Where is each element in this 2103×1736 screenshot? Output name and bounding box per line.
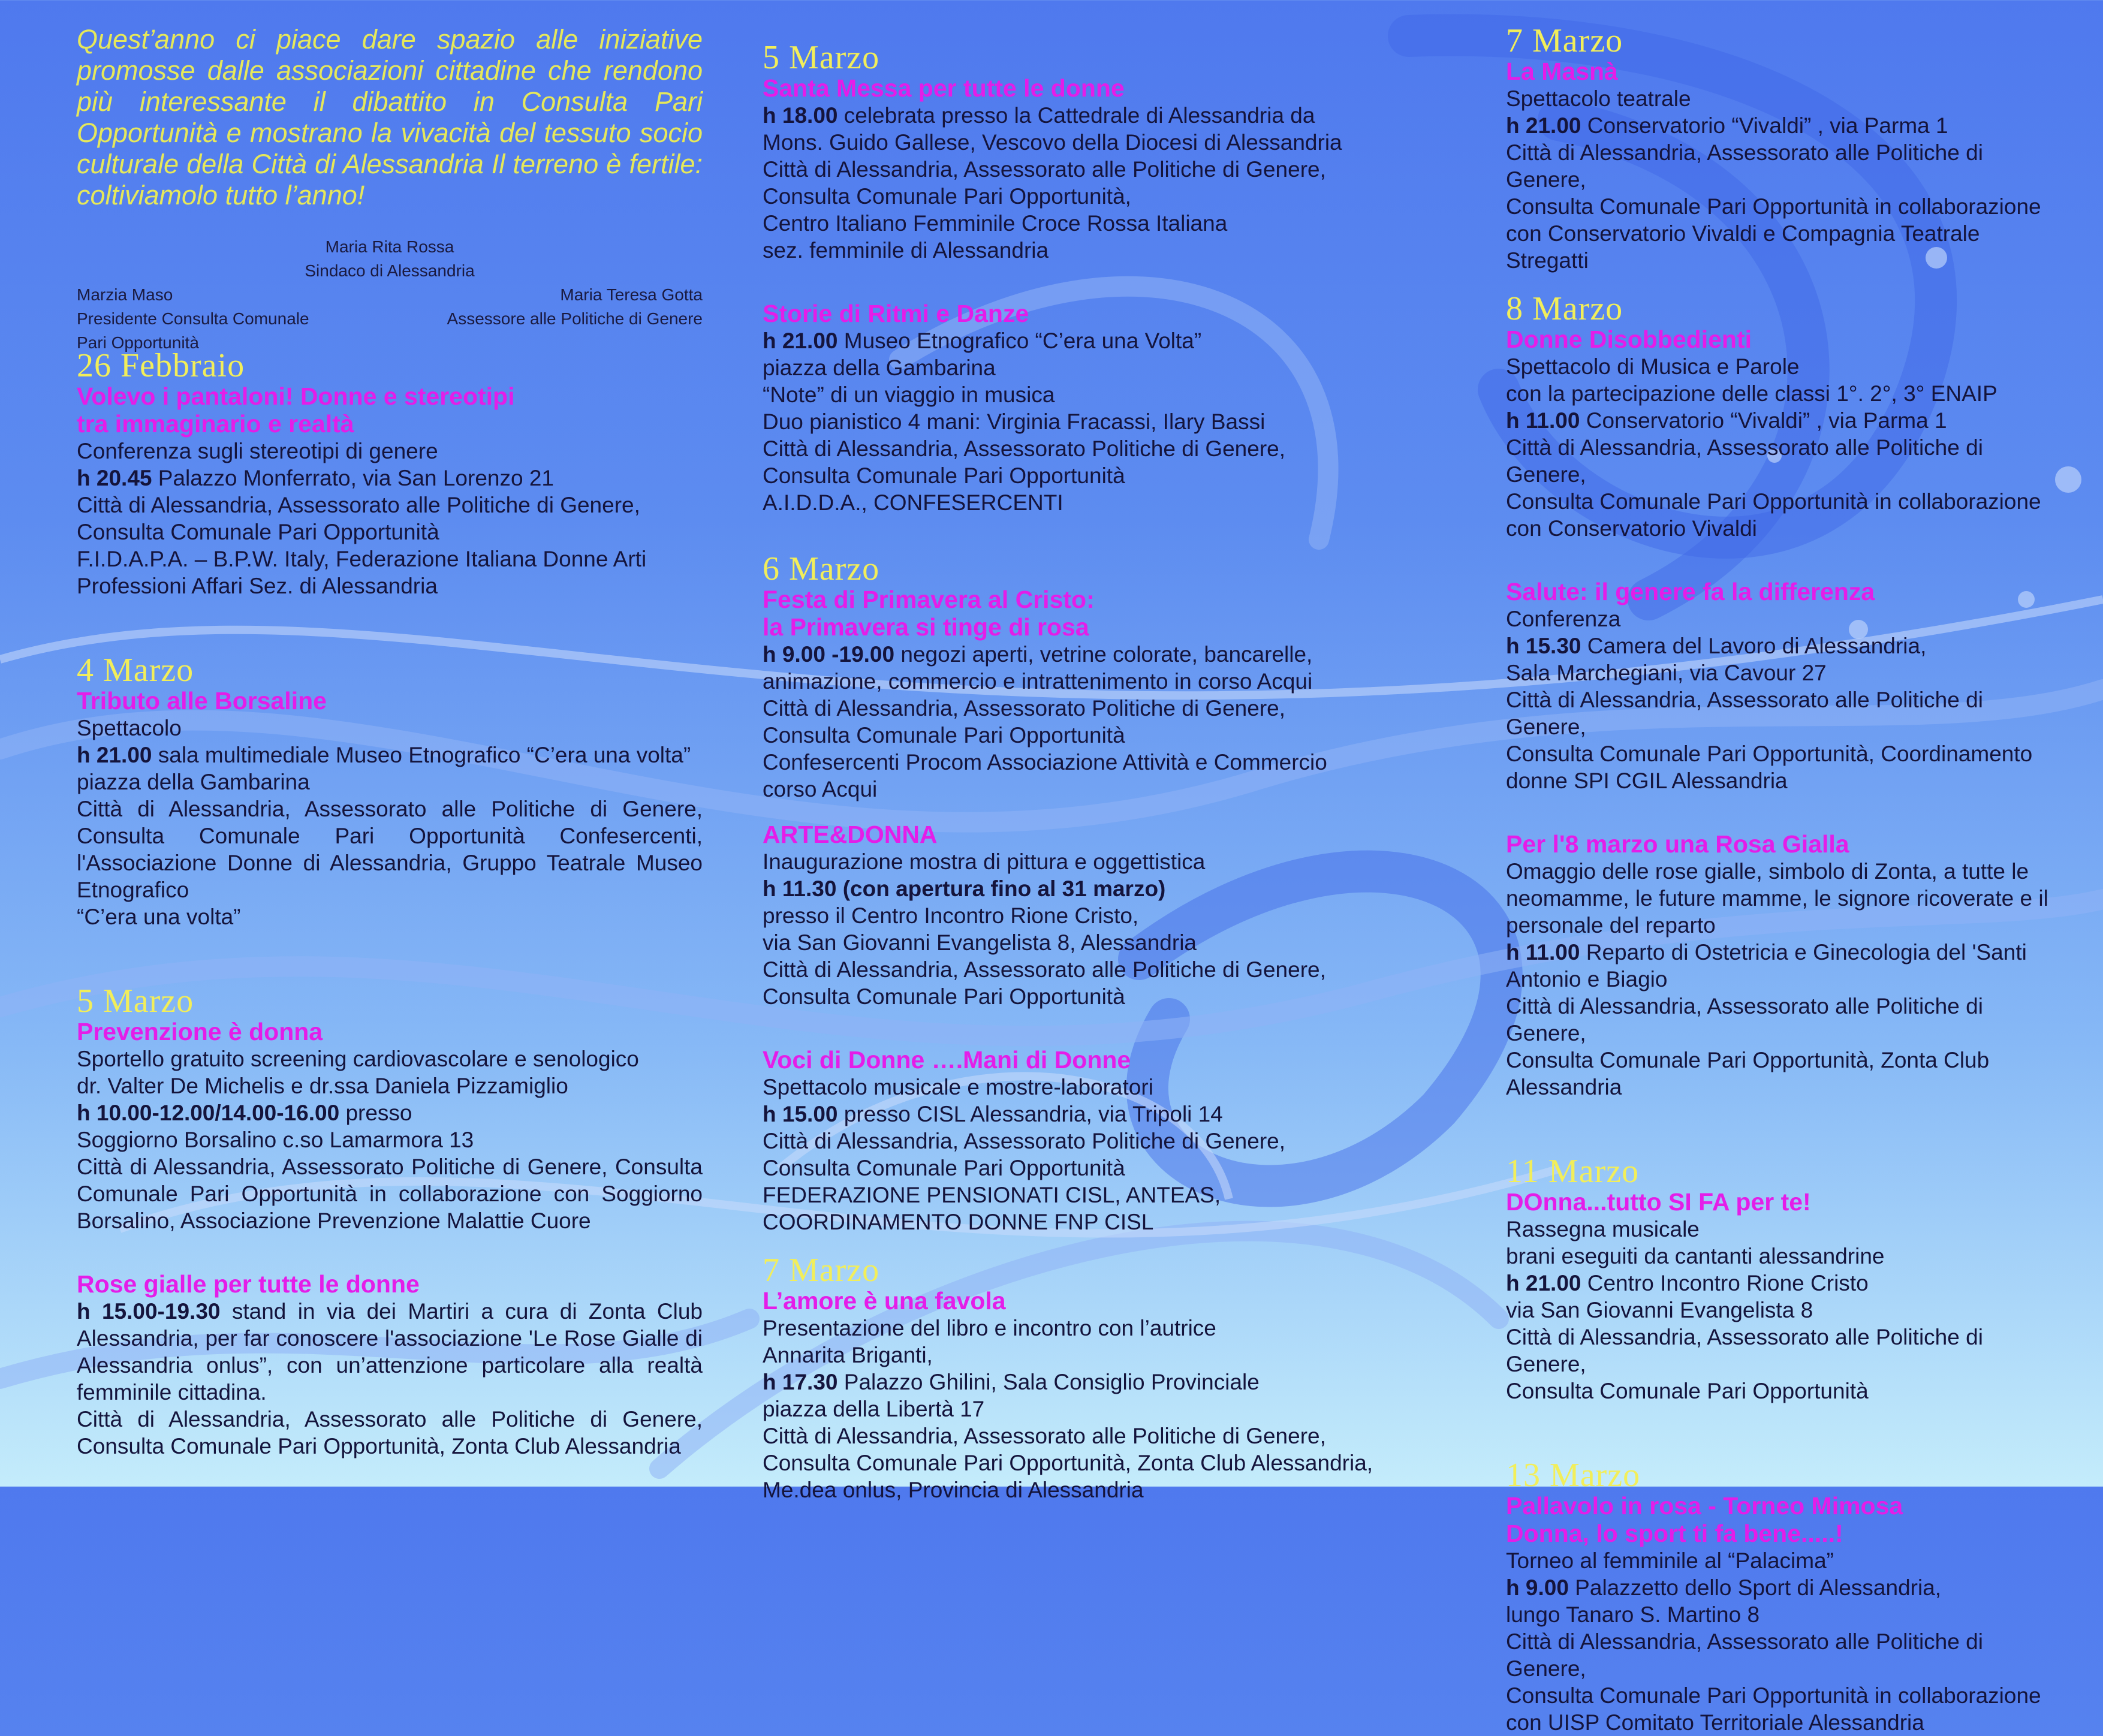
event-detail-text: Città di Alessandria, Assessorato alle Politiche di Genere, (763, 957, 1326, 982)
event-detail-line (1506, 605, 2057, 632)
event-block (1506, 24, 2057, 274)
signature-role: Sindaco di Alessandria (305, 261, 475, 280)
event-detail-line (1506, 515, 2057, 542)
event-detail-line (1506, 993, 2057, 1047)
column-right (1506, 24, 2057, 1736)
event-detail-text: dr. Valter De Michelis e dr.ssa Daniela Pizzamiglio (77, 1074, 568, 1098)
event-detail-line (763, 1476, 1374, 1503)
event-detail-line (763, 129, 1374, 156)
event-detail-line (77, 572, 703, 599)
event-detail-line (77, 545, 703, 572)
event-detail-text: Sala Marchegiani, via Cavour 27 (1506, 661, 1827, 685)
event-time: h 11.00 (1506, 408, 1580, 433)
event-detail-text: Inaugurazione mostra di pittura e oggettistica (763, 849, 1206, 874)
event-detail-line (77, 519, 703, 545)
event-detail-line (763, 1396, 1374, 1422)
event-time: h 11.00 (1506, 940, 1580, 965)
event-detail-line (77, 492, 703, 519)
event-spacer (1506, 1405, 2057, 1458)
event-spacer (1506, 794, 2057, 830)
event-date: 8 Marzo (1506, 290, 1623, 327)
event-block (1506, 292, 2057, 542)
event-detail-text: Consulta Comunale Pari Opportunità (763, 1156, 1125, 1180)
event-detail-text: presso (339, 1101, 412, 1125)
event-date: 13 Marzo (1506, 1457, 1641, 1494)
event-detail-text: “Note” di un viaggio in musica (763, 382, 1055, 407)
event-title: tra immaginario e realtà (77, 410, 354, 438)
column-middle (763, 41, 1374, 1503)
event-detail-text: Museo Etnografico “C’era una Volta” (837, 328, 1202, 353)
signature-assessore (447, 283, 703, 331)
event-detail-line (1506, 885, 2057, 912)
event-detail-text: Consulta Comunale Pari Opportunità (763, 463, 1125, 488)
event-detail-text: Consulta Comunale Pari Opportunità in collaborazione (1506, 194, 2041, 219)
event-spacer (1506, 542, 2057, 578)
event-block (763, 1046, 1374, 1235)
event-detail-line (1506, 1297, 2057, 1324)
event-detail-text: Mons. Guido Gallese, Vescovo della Diocesi di Alessandria (763, 130, 1342, 155)
event-date: 5 Marzo (77, 982, 194, 1020)
event-date: 5 Marzo (763, 39, 880, 76)
event-detail-text: Consulta Comunale Pari Opportunità (763, 723, 1125, 748)
event-block (77, 653, 703, 930)
event-time: h 9.00 -19.00 (763, 642, 895, 667)
event-title: Festa di Primavera al Cristo: (763, 586, 1095, 613)
event-detail-text: personale del reparto (1506, 913, 1716, 938)
event-spacer (77, 930, 703, 984)
event-detail-line (763, 1342, 1374, 1369)
event-spacer (763, 1235, 1374, 1253)
event-block (763, 41, 1374, 264)
event-detail-text: sez. femminile di Alessandria (763, 238, 1049, 263)
event-detail-line (763, 381, 1374, 408)
event-block (1506, 830, 2057, 1101)
event-detail-text: Palazzetto dello Sport di Alessandria, (1568, 1575, 1942, 1600)
event-detail-text: Consulta Comunale Pari Opportunità in collaborazione (1506, 1683, 2041, 1708)
event-detail-text: Città di Alessandria, Assessorato Politiche di Genere, (763, 436, 1286, 461)
event-block (1506, 1458, 2057, 1736)
event-time: h 18.00 (763, 103, 838, 128)
event-detail-text: sala multimediale Museo Etnografico “C’era una volta” (152, 743, 691, 767)
event-detail-line (763, 408, 1374, 435)
signature-role: Presidente Consulta Comunale (77, 309, 309, 328)
event-detail-text: Città di Alessandria, Assessorato alle Politiche di Genere, (1506, 994, 1983, 1045)
event-time: h 15.00 (763, 1102, 838, 1126)
event-spacer (763, 516, 1374, 552)
event-title: Rose gialle per tutte le donne (77, 1270, 420, 1298)
event-detail-line (763, 102, 1374, 129)
event-title: Tributo alle Borsaline (77, 687, 327, 715)
event-detail-line (763, 695, 1374, 722)
event-spacer (1506, 1101, 2057, 1155)
event-detail-text: Professioni Affari Sez. di Alessandria (77, 574, 438, 598)
event-detail-line (77, 438, 703, 465)
event-date: 26 Febbraio (77, 347, 245, 384)
event-title: Donne Disobbedienti (1506, 326, 1752, 353)
event-detail-line (77, 1045, 703, 1072)
event-detail-line (763, 1128, 1374, 1155)
event-detail-line (77, 742, 703, 768)
event-detail-line (1506, 407, 2057, 434)
event-detail-line (1506, 1628, 2057, 1682)
event-title: ARTE&DONNA (763, 821, 938, 848)
event-detail-line (77, 768, 703, 795)
event-detail-line (1506, 1601, 2057, 1628)
event-spacer (763, 1010, 1374, 1046)
signature-president (77, 283, 329, 355)
event-detail-text: Città di Alessandria, Assessorato alle Politiche di Genere, Consulta Comunale Pari Opportunità Confesercenti, l'Associazione Donne di Alessandria, Gruppo Teatrale Museo Etnografico (77, 797, 703, 902)
event-detail-line (1506, 740, 2057, 767)
event-detail-text: Omaggio delle rose gialle, simbolo di Zonta, a tutte le (1506, 859, 2029, 884)
event-list (763, 41, 1374, 1503)
event-detail-line (1506, 912, 2057, 939)
event-detail-text: Città di Alessandria, Assessorato Politiche di Genere, Consulta Comunale Pari Opportunità in collaborazione con Soggiorno Borsalino, Associazione Prevenzione Malattie Cuore (77, 1155, 703, 1233)
event-detail-line (763, 1369, 1374, 1396)
event-detail-text: piazza della Gambarina (77, 770, 310, 794)
intro-text: Quest’anno ci piace dare spazio alle iniziative promosse dalle associazioni cittadine che rendono più interessante il dibattito in Consulta Pari Opportunità e mostrano la vivacità del tessuto socio culturale della Città di Alessandria Il terreno è fertile: coltiviamolo tutto l’anno! (77, 24, 703, 210)
event-detail-line (1506, 1547, 2057, 1574)
event-detail-text: donne SPI CGIL Alessandria (1506, 768, 1788, 793)
event-detail-text: animazione, commercio e intrattenimento in corso Acqui (763, 669, 1313, 694)
event-block (77, 984, 703, 1234)
event-detail-line (77, 1153, 703, 1234)
event-date: 7 Marzo (1506, 22, 1623, 59)
event-detail-text: Annarita Briganti, (763, 1343, 933, 1367)
event-spacer (763, 264, 1374, 300)
event-detail-line (1506, 1709, 2057, 1736)
event-block (77, 349, 703, 599)
event-detail-text: Città di Alessandria, Assessorato alle Politiche di Genere, (1506, 435, 1983, 487)
event-detail-text: Spettacolo (77, 716, 182, 740)
event-detail-text: Città di Alessandria, Assessorato alle Politiche di Genere, (763, 157, 1326, 182)
event-detail-text: piazza della Gambarina (763, 355, 996, 380)
event-detail-text: Città di Alessandria, Assessorato alle Politiche di Genere, (1506, 1325, 1983, 1376)
event-detail-text: stand in via dei Martiri a cura di Zonta Club Alessandria, per far conoscere l'associazione 'Le Rose Gialle di Alessandria onlus”, con un’attenzione particolare alla realtà femminile cittadina. (77, 1299, 703, 1405)
event-title: Volevo i pantaloni! Donne e stereotipi (77, 382, 515, 410)
event-title: Storie di Ritmi e Danze (763, 300, 1029, 327)
event-detail-text: negozi aperti, vetrine colorate, bancarelle, (894, 642, 1313, 667)
event-block (763, 300, 1374, 516)
event-detail-text: Consulta Comunale Pari Opportunità (1506, 1379, 1869, 1403)
event-detail-text: COORDINAMENTO DONNE FNP CISL (763, 1210, 1154, 1234)
event-detail-line (763, 1208, 1374, 1235)
event-detail-text: Città di Alessandria, Assessorato alle Politiche di Genere, (1506, 1629, 1983, 1681)
event-detail-text: Camera del Lavoro di Alessandria, (1581, 634, 1927, 658)
event-detail-line (763, 668, 1374, 695)
event-detail-line (763, 848, 1374, 875)
event-detail-line (763, 1182, 1374, 1208)
event-detail-text: lungo Tanaro S. Martino 8 (1506, 1602, 1760, 1627)
event-detail-line (763, 210, 1374, 237)
event-detail-text: Spettacolo di Musica e Parole (1506, 354, 1800, 379)
event-detail-text: Consulta Comunale Pari Opportunità, (763, 184, 1131, 209)
event-detail-text: Città di Alessandria, Assessorato alle Politiche di Genere, (1506, 688, 1983, 739)
event-detail-line (763, 902, 1374, 929)
event-detail-line (1506, 112, 2057, 139)
event-detail-text: Consulta Comunale Pari Opportunità (763, 984, 1125, 1009)
event-detail-text: con Conservatorio Vivaldi (1506, 516, 1757, 541)
event-detail-text: Spettacolo teatrale (1506, 86, 1691, 111)
event-detail-text: Torneo al femminile al “Palacima” (1506, 1548, 1834, 1573)
event-spacer (763, 803, 1374, 821)
event-detail-line (77, 1072, 703, 1099)
event-detail-text: Consulta Comunale Pari Opportunità, Zonta Club Alessandria, (763, 1451, 1373, 1475)
event-detail-line (763, 489, 1374, 516)
event-detail-line (1506, 939, 2057, 966)
event-detail-line (1506, 1047, 2057, 1101)
event-title: Salute: il genere fa la differenza (1506, 578, 1875, 605)
event-title: Pallavolo in rosa - Torneo Mimosa (1506, 1492, 1903, 1520)
event-detail-line (763, 237, 1374, 264)
event-detail-line (763, 462, 1374, 489)
event-detail-line (1506, 1324, 2057, 1378)
event-detail-text: Città di Alessandria, Assessorato alle Politiche di Genere, Consulta Comunale Pari Opportunità, Zonta Club Alessandria (77, 1407, 703, 1458)
signature-role: Assessore alle Politiche di Genere (447, 309, 703, 328)
event-title: Voci di Donne ….Mani di Donne (763, 1046, 1131, 1074)
event-detail-line (1506, 1270, 2057, 1297)
event-block (763, 1253, 1374, 1503)
event-detail-line (1506, 380, 2057, 407)
event-detail-text: Consulta Comunale Pari Opportunità, Coordinamento (1506, 742, 2033, 766)
event-time: h 15.00-19.30 (77, 1299, 221, 1324)
event-detail-line (763, 354, 1374, 381)
event-detail-line (1506, 1378, 2057, 1405)
event-detail-line (1506, 220, 2057, 274)
event-detail-line (1506, 353, 2057, 380)
event-detail-line (1506, 1216, 2057, 1243)
event-detail-text: Città di Alessandria, Assessorato alle Politiche di Genere, (77, 493, 640, 517)
event-detail-line (77, 715, 703, 742)
event-time: h 15.30 (1506, 634, 1581, 658)
event-detail-text: presso CISL Alessandria, via Tripoli 14 (837, 1102, 1223, 1126)
event-detail-text: Reparto di Ostetricia e Ginecologia del 'Santi (1580, 940, 2027, 965)
signatures (77, 211, 703, 352)
signature-mayor (77, 235, 703, 283)
event-detail-text: Spettacolo musicale e mostre-laboratori (763, 1075, 1153, 1099)
event-detail-text: “C’era una volta” (77, 905, 241, 929)
event-time: h 11.30 (con apertura fino al 31 marzo) (763, 876, 1166, 901)
event-detail-line (763, 956, 1374, 983)
event-detail-line (763, 1449, 1374, 1476)
event-detail-text: neomamme, le future mamme, le signore ricoverate e il (1506, 886, 2048, 911)
event-detail-line (1506, 1682, 2057, 1709)
event-detail-text: FEDERAZIONE PENSIONATI CISL, ANTEAS, (763, 1183, 1221, 1207)
event-detail-line (1506, 139, 2057, 193)
event-detail-text: Rassegna musicale (1506, 1217, 1700, 1241)
event-detail-text: Duo pianistico 4 mani: Virginia Fracassi, Ilary Bassi (763, 409, 1266, 434)
event-detail-line (1506, 85, 2057, 112)
column-left (77, 24, 703, 1460)
event-detail-text: Consulta Comunale Pari Opportunità (77, 520, 439, 544)
event-time: h 10.00-12.00/14.00-16.00 (77, 1101, 340, 1125)
event-detail-line (763, 749, 1374, 776)
event-title: L’amore è una favola (763, 1287, 1006, 1315)
event-detail-line (763, 983, 1374, 1010)
event-detail-text: Conferenza (1506, 607, 1621, 631)
event-detail-line (77, 1298, 703, 1406)
event-date: 4 Marzo (77, 652, 194, 689)
event-detail-line (1506, 767, 2057, 794)
event-detail-text: Centro Italiano Femminile Croce Rossa Italiana (763, 211, 1228, 236)
event-detail-line (1506, 686, 2057, 740)
event-detail-line (763, 1074, 1374, 1101)
event-date: 11 Marzo (1506, 1153, 1640, 1190)
event-title: Santa Messa per tutte le donne (763, 74, 1125, 102)
event-detail-line (763, 1422, 1374, 1449)
event-block (763, 821, 1374, 1010)
event-detail-line (763, 156, 1374, 183)
event-detail-text: Centro Incontro Rione Cristo (1581, 1271, 1869, 1295)
signature-name: Maria Rita Rossa (325, 237, 454, 256)
event-detail-text: Presentazione del libro e incontro con l’autrice (763, 1316, 1216, 1340)
event-spacer (77, 1234, 703, 1270)
event-detail-text: con UISP Comitato Territoriale Alessandria (1506, 1710, 1924, 1735)
event-detail-line (1506, 1574, 2057, 1601)
event-detail-line (77, 1406, 703, 1460)
event-detail-text: Palazzo Ghilini, Sala Consiglio Provinciale (837, 1370, 1260, 1394)
event-detail-text: F.I.D.A.P.A. – B.P.W. Italy, Federazione Italiana Donne Arti (77, 547, 647, 571)
event-detail-text: corso Acqui (763, 777, 878, 801)
event-detail-text: Consulta Comunale Pari Opportunità, Zonta Club Alessandria (1506, 1048, 1990, 1099)
event-detail-text: Consulta Comunale Pari Opportunità in collaborazione (1506, 489, 2041, 514)
event-list (77, 349, 703, 1460)
event-detail-text: Conferenza sugli stereotipi di genere (77, 439, 438, 463)
event-detail-line (763, 1315, 1374, 1342)
event-detail-line (763, 776, 1374, 803)
event-detail-text: brani eseguiti da cantanti alessandrine (1506, 1244, 1885, 1268)
event-detail-line (763, 875, 1374, 902)
event-detail-line (77, 1126, 703, 1153)
event-detail-text: A.I.D.D.A., CONFESERCENTI (763, 490, 1063, 515)
event-detail-text: Antonio e Biagio (1506, 967, 1668, 991)
event-detail-text: Sportello gratuito screening cardiovascolare e senologico (77, 1047, 639, 1071)
event-detail-text: Me.dea onlus, Provincia di Alessandria (763, 1478, 1144, 1502)
event-detail-text: Città di Alessandria, Assessorato alle Politiche di Genere, (763, 1424, 1326, 1448)
event-date: 6 Marzo (763, 550, 880, 587)
event-detail-text: presso il Centro Incontro Rione Cristo, (763, 903, 1139, 928)
event-block (1506, 578, 2057, 794)
signature-name: Marzia Maso (77, 285, 173, 304)
event-detail-line (1506, 193, 2057, 220)
event-detail-text: piazza della Libertà 17 (763, 1397, 985, 1421)
event-title: Donna, lo sport ti fa bene.....! (1506, 1520, 1843, 1547)
event-title: DOnna...tutto SI FA per te! (1506, 1188, 1811, 1216)
event-date: 7 Marzo (763, 1252, 880, 1289)
event-detail-text: Palazzo Monferrato, via San Lorenzo 21 (152, 466, 554, 490)
event-title: la Primavera si tinge di rosa (763, 613, 1089, 641)
event-detail-text: Città di Alessandria, Assessorato Politiche di Genere, (763, 696, 1286, 721)
event-detail-line (763, 435, 1374, 462)
event-detail-line (77, 1099, 703, 1126)
event-list (1506, 24, 2057, 1736)
event-detail-line (1506, 858, 2057, 885)
event-detail-line (77, 465, 703, 492)
event-detail-line (1506, 966, 2057, 993)
event-detail-line (763, 183, 1374, 210)
event-title: La Masnà (1506, 58, 1618, 85)
event-spacer (1506, 274, 2057, 292)
event-time: h 21.00 (77, 743, 152, 767)
event-detail-line (1506, 488, 2057, 515)
event-detail-text: Città di Alessandria, Assessorato alle Politiche di Genere, (1506, 140, 1983, 192)
event-detail-text: Confesercenti Procom Associazione Attività e Commercio (763, 750, 1327, 774)
signature-role: Pari Opportunità (77, 333, 199, 352)
event-time: h 17.30 (763, 1370, 838, 1394)
event-detail-text: Città di Alessandria, Assessorato Politiche di Genere, (763, 1129, 1286, 1153)
event-detail-text: via San Giovanni Evangelista 8, Alessandria (763, 930, 1197, 955)
event-detail-line (1506, 434, 2057, 488)
event-spacer (77, 599, 703, 653)
event-detail-line (1506, 632, 2057, 659)
event-detail-line (1506, 659, 2057, 686)
event-time: h 21.00 (763, 328, 838, 353)
event-detail-line (763, 1101, 1374, 1128)
event-block (1506, 1155, 2057, 1405)
event-detail-text: Conservatorio “Vivaldi” , via Parma 1 (1581, 113, 1948, 138)
event-detail-line (77, 903, 703, 930)
event-block (77, 1270, 703, 1460)
event-detail-line (763, 1155, 1374, 1182)
event-detail-text: Conservatorio “Vivaldi” , via Parma 1 (1580, 408, 1947, 433)
event-detail-text: con la partecipazione delle classi 1°. 2°, 3° ENAIP (1506, 381, 1997, 406)
event-title: Per l'8 marzo una Rosa Gialla (1506, 830, 1849, 858)
event-time: h 9.00 (1506, 1575, 1569, 1600)
event-block (763, 552, 1374, 803)
event-detail-line (763, 327, 1374, 354)
signature-name: Maria Teresa Gotta (560, 285, 703, 304)
event-time: h 20.45 (77, 466, 152, 490)
event-time: h 21.00 (1506, 113, 1581, 138)
event-detail-line (1506, 1243, 2057, 1270)
event-detail-line (77, 795, 703, 903)
event-detail-text: celebrata presso la Cattedrale di Alessandria da (837, 103, 1315, 128)
event-detail-line (763, 641, 1374, 668)
event-detail-line (763, 929, 1374, 956)
event-detail-text: Soggiorno Borsalino c.so Lamarmora 13 (77, 1128, 474, 1152)
event-detail-text: via San Giovanni Evangelista 8 (1506, 1298, 1813, 1322)
event-detail-line (763, 722, 1374, 749)
event-detail-text: con Conservatorio Vivaldi e Compagnia Teatrale Stregatti (1506, 221, 1980, 273)
event-title: Prevenzione è donna (77, 1018, 323, 1045)
event-time: h 21.00 (1506, 1271, 1581, 1295)
